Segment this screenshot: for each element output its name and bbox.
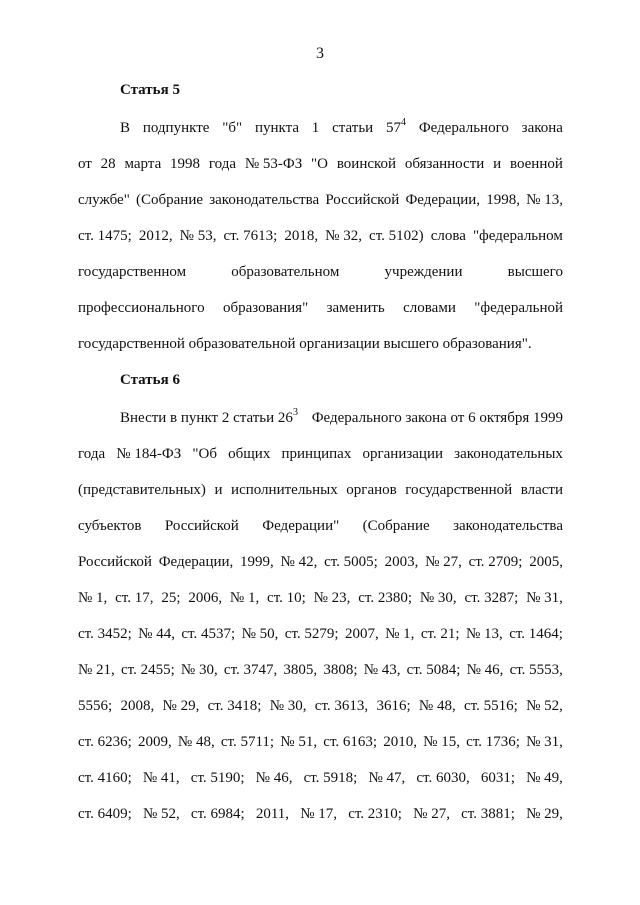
text-word: 6031; (480, 770, 516, 786)
text-word: 2010, (383, 734, 417, 750)
text-word (419, 110, 509, 146)
text-word (332, 110, 373, 146)
text-word: № 30, (269, 698, 307, 714)
text-word: ст. 2380; (358, 590, 413, 606)
text-word: 2005, (529, 554, 563, 570)
text-word: военной (509, 156, 563, 172)
text-word: Российской (325, 192, 400, 208)
text-word: 3808; (323, 662, 358, 678)
text-word: ст. 1736; (466, 734, 520, 750)
text-word: № 30, (180, 662, 218, 678)
word-text: подпункте (142, 120, 210, 136)
text-line (78, 182, 563, 218)
text-word: ст. 5516; (464, 698, 518, 714)
text-word: ст. 6236; (78, 734, 132, 750)
text-word (312, 110, 320, 146)
text-line (78, 796, 563, 832)
text-word: ст. 6984; (190, 806, 245, 822)
text-word: власти (520, 482, 563, 498)
word-text: Федерального (418, 120, 509, 136)
article-5-heading: Статья 5 (120, 82, 180, 98)
text-word: обязанности (404, 156, 485, 172)
text-word: 2011, (255, 806, 290, 822)
text-word: ст. 5084; (406, 662, 461, 678)
text-line (78, 472, 563, 508)
text-line (78, 616, 563, 652)
text-word (120, 110, 130, 146)
text-line (78, 688, 563, 724)
text-word: ст. 5102) (369, 228, 424, 244)
text-line (78, 724, 563, 760)
text-word: ст. 4160; (78, 770, 132, 786)
text-word: № 32, (325, 228, 362, 244)
text-line (78, 436, 563, 472)
text-word: ст. 3881; (461, 806, 515, 822)
text-word: службе" (78, 192, 130, 208)
text-word: 5556; (78, 698, 113, 714)
article-5-paragraph (78, 110, 563, 362)
text-line (78, 326, 563, 362)
word-text: пункта (254, 120, 299, 136)
text-word: (представительных) (78, 482, 206, 498)
word-text: "б" (222, 120, 243, 136)
word-text: 1 (311, 120, 320, 136)
text-word: и (214, 482, 223, 498)
text-word: Федерации, (158, 554, 234, 570)
text-word: № 52, (526, 698, 563, 714)
text-word: № 53, (179, 228, 217, 244)
text-word: 1998, (486, 192, 520, 208)
text-word: 1999, (240, 554, 274, 570)
text-word: № 27, (425, 554, 462, 570)
text-word: ст. 3452; (78, 626, 132, 642)
text-word: 25; (161, 590, 181, 606)
text-word: № 48, (177, 734, 215, 750)
text-word: марта (124, 156, 162, 172)
text-word: 3805, (283, 662, 318, 678)
text-word: № 43, (363, 662, 401, 678)
superscript: 3 (292, 407, 298, 418)
superscript: 4 (401, 117, 407, 128)
word-text: закона (521, 120, 563, 136)
text-word: ст. 7613; (223, 228, 278, 244)
article-6-paragraph (78, 400, 563, 832)
text-word: субъектов (78, 518, 142, 534)
text-word: ст. 5711; (220, 734, 275, 750)
text-word: № 51, (280, 734, 318, 750)
text-word: № 47, (368, 770, 406, 786)
text-word: и (493, 156, 502, 172)
text-word: "федеральной (474, 300, 563, 316)
text-word: высшего (507, 264, 563, 280)
text-word: законодательства (209, 192, 320, 208)
text-word: учреждении (384, 264, 463, 280)
text-line (78, 110, 563, 146)
text-word (222, 110, 242, 146)
text-line (78, 580, 563, 616)
text-line (78, 218, 563, 254)
text-word: 2007, (344, 626, 379, 642)
text-word: ст. 6030, (416, 770, 470, 786)
text-word: года (78, 446, 106, 462)
text-word: образовательном (231, 264, 340, 280)
text-word: № 29, (526, 806, 563, 822)
text-line (78, 652, 563, 688)
text-word: № 1, (78, 590, 108, 606)
text-word: от (78, 156, 92, 172)
text-word: ст. 3613, (314, 698, 369, 714)
text-word: Российской (78, 554, 152, 570)
text-word: № 23, (313, 590, 351, 606)
text-word: профессионального (78, 300, 205, 316)
article-6 (78, 370, 563, 832)
text-word: ст. 5553, (509, 662, 563, 678)
text-word: воинской (336, 156, 397, 172)
text-word: № 49, (526, 770, 563, 786)
text-word: государственной (405, 482, 513, 498)
text-word: 2003, (384, 554, 419, 570)
text-word: "О (311, 156, 329, 172)
text-word (255, 110, 299, 146)
word-text: 57 (386, 120, 402, 136)
text-line (78, 544, 563, 580)
word-text: статьи (332, 120, 374, 136)
text-word: 1998 (170, 156, 201, 172)
text-word: Российской (164, 518, 239, 534)
text-word: № 42, (280, 554, 318, 570)
text-word: слова (430, 228, 466, 244)
text-word: № 53-ФЗ (244, 156, 303, 172)
text-word: 28 (100, 156, 116, 172)
text-word: № 44, (138, 626, 175, 642)
text-word: "федеральном (472, 228, 563, 244)
text-word: ст. 2709; (468, 554, 523, 570)
text-word: № 17, (300, 806, 338, 822)
text-word: № 30, (419, 590, 457, 606)
text-word: № 41, (142, 770, 180, 786)
text-word: ст. 17, (115, 590, 154, 606)
text-word: (Собрание (136, 192, 204, 208)
word-text: В (120, 120, 131, 136)
text-word: ст. 1464; (509, 626, 563, 642)
text-word: № 15, (423, 734, 460, 750)
text-word: ст. 5190; (190, 770, 245, 786)
text-word: Федерации, (405, 192, 481, 208)
text-line (78, 290, 563, 326)
article-5 (78, 80, 563, 362)
text-word: законодательства (453, 518, 563, 534)
text-word (312, 400, 563, 436)
text-word: ст. 21; (420, 626, 460, 642)
text-word: № 184-ФЗ (116, 446, 182, 462)
text-word: ст. 4537; (181, 626, 236, 642)
text-word (386, 110, 406, 146)
text-word (143, 110, 210, 146)
text-word: 2008, (120, 698, 155, 714)
document-body (78, 80, 563, 832)
text-word: ст. 3747, (223, 662, 278, 678)
text-word: государственном (78, 264, 187, 280)
text-word: заменить (326, 300, 385, 316)
text-word: № 46, (466, 662, 504, 678)
text-word: № 31, (526, 590, 563, 606)
word-text: Внести в пункт 2 статьи 26 (120, 410, 293, 426)
text-word: № 52, (142, 806, 180, 822)
text-word: общих (228, 446, 271, 462)
text-word: ст. 5279; (284, 626, 339, 642)
text-line (78, 508, 563, 544)
text-word: № 29, (162, 698, 200, 714)
text-word: принципах (281, 446, 352, 462)
text-word: ст. 1475; (78, 228, 132, 244)
text-word: № 1, (385, 626, 415, 642)
text-word: 2009, (137, 734, 172, 750)
article-6-heading: Статья 6 (120, 372, 180, 388)
text-word: 3616; (376, 698, 411, 714)
text-word: № 13, (526, 192, 563, 208)
text-word: государственной образовательной организации высшего образования". (78, 336, 532, 352)
text-word: № 46, (255, 770, 293, 786)
text-word: № 27, (413, 806, 450, 822)
text-word: ст. 6409; (78, 806, 132, 822)
text-word: ст. 3287; (464, 590, 519, 606)
text-word: (Собрание (362, 518, 430, 534)
text-word: года (208, 156, 236, 172)
text-word: "Об (192, 446, 217, 462)
text-word: № 48, (418, 698, 456, 714)
text-word: ст. 2310; (348, 806, 402, 822)
text-word: № 31, (526, 734, 563, 750)
text-word: ст. 5918; (303, 770, 358, 786)
text-word: ст. 2455; (120, 662, 175, 678)
text-word: 2012, (138, 228, 173, 244)
text-word: организации (362, 446, 444, 462)
text-word: № 21, (78, 662, 115, 678)
text-line (78, 254, 563, 290)
text-word: законодательных (454, 446, 563, 462)
page-number: 3 (316, 45, 324, 62)
text-word (120, 400, 298, 436)
text-word (522, 110, 563, 146)
text-line (78, 400, 563, 436)
text-word: ст. 3418; (207, 698, 262, 714)
text-word: ст. 6163; (323, 734, 378, 750)
text-word: ст. 5005; (324, 554, 378, 570)
text-word: 2006, (188, 590, 223, 606)
text-word: 2018, (284, 228, 319, 244)
text-word: словами (403, 300, 456, 316)
text-word: исполнительных (231, 482, 338, 498)
text-word: Федерации" (262, 518, 340, 534)
text-line (78, 146, 563, 182)
text-word: ст. 10; (267, 590, 306, 606)
text-line (78, 760, 563, 796)
text-word: № 50, (241, 626, 279, 642)
word-text: Федерального закона от 6 октября 1999 (311, 410, 563, 426)
text-word: № 1, (229, 590, 260, 606)
text-word: образования" (222, 300, 309, 316)
text-word: органов (346, 482, 397, 498)
text-word: № 13, (466, 626, 503, 642)
